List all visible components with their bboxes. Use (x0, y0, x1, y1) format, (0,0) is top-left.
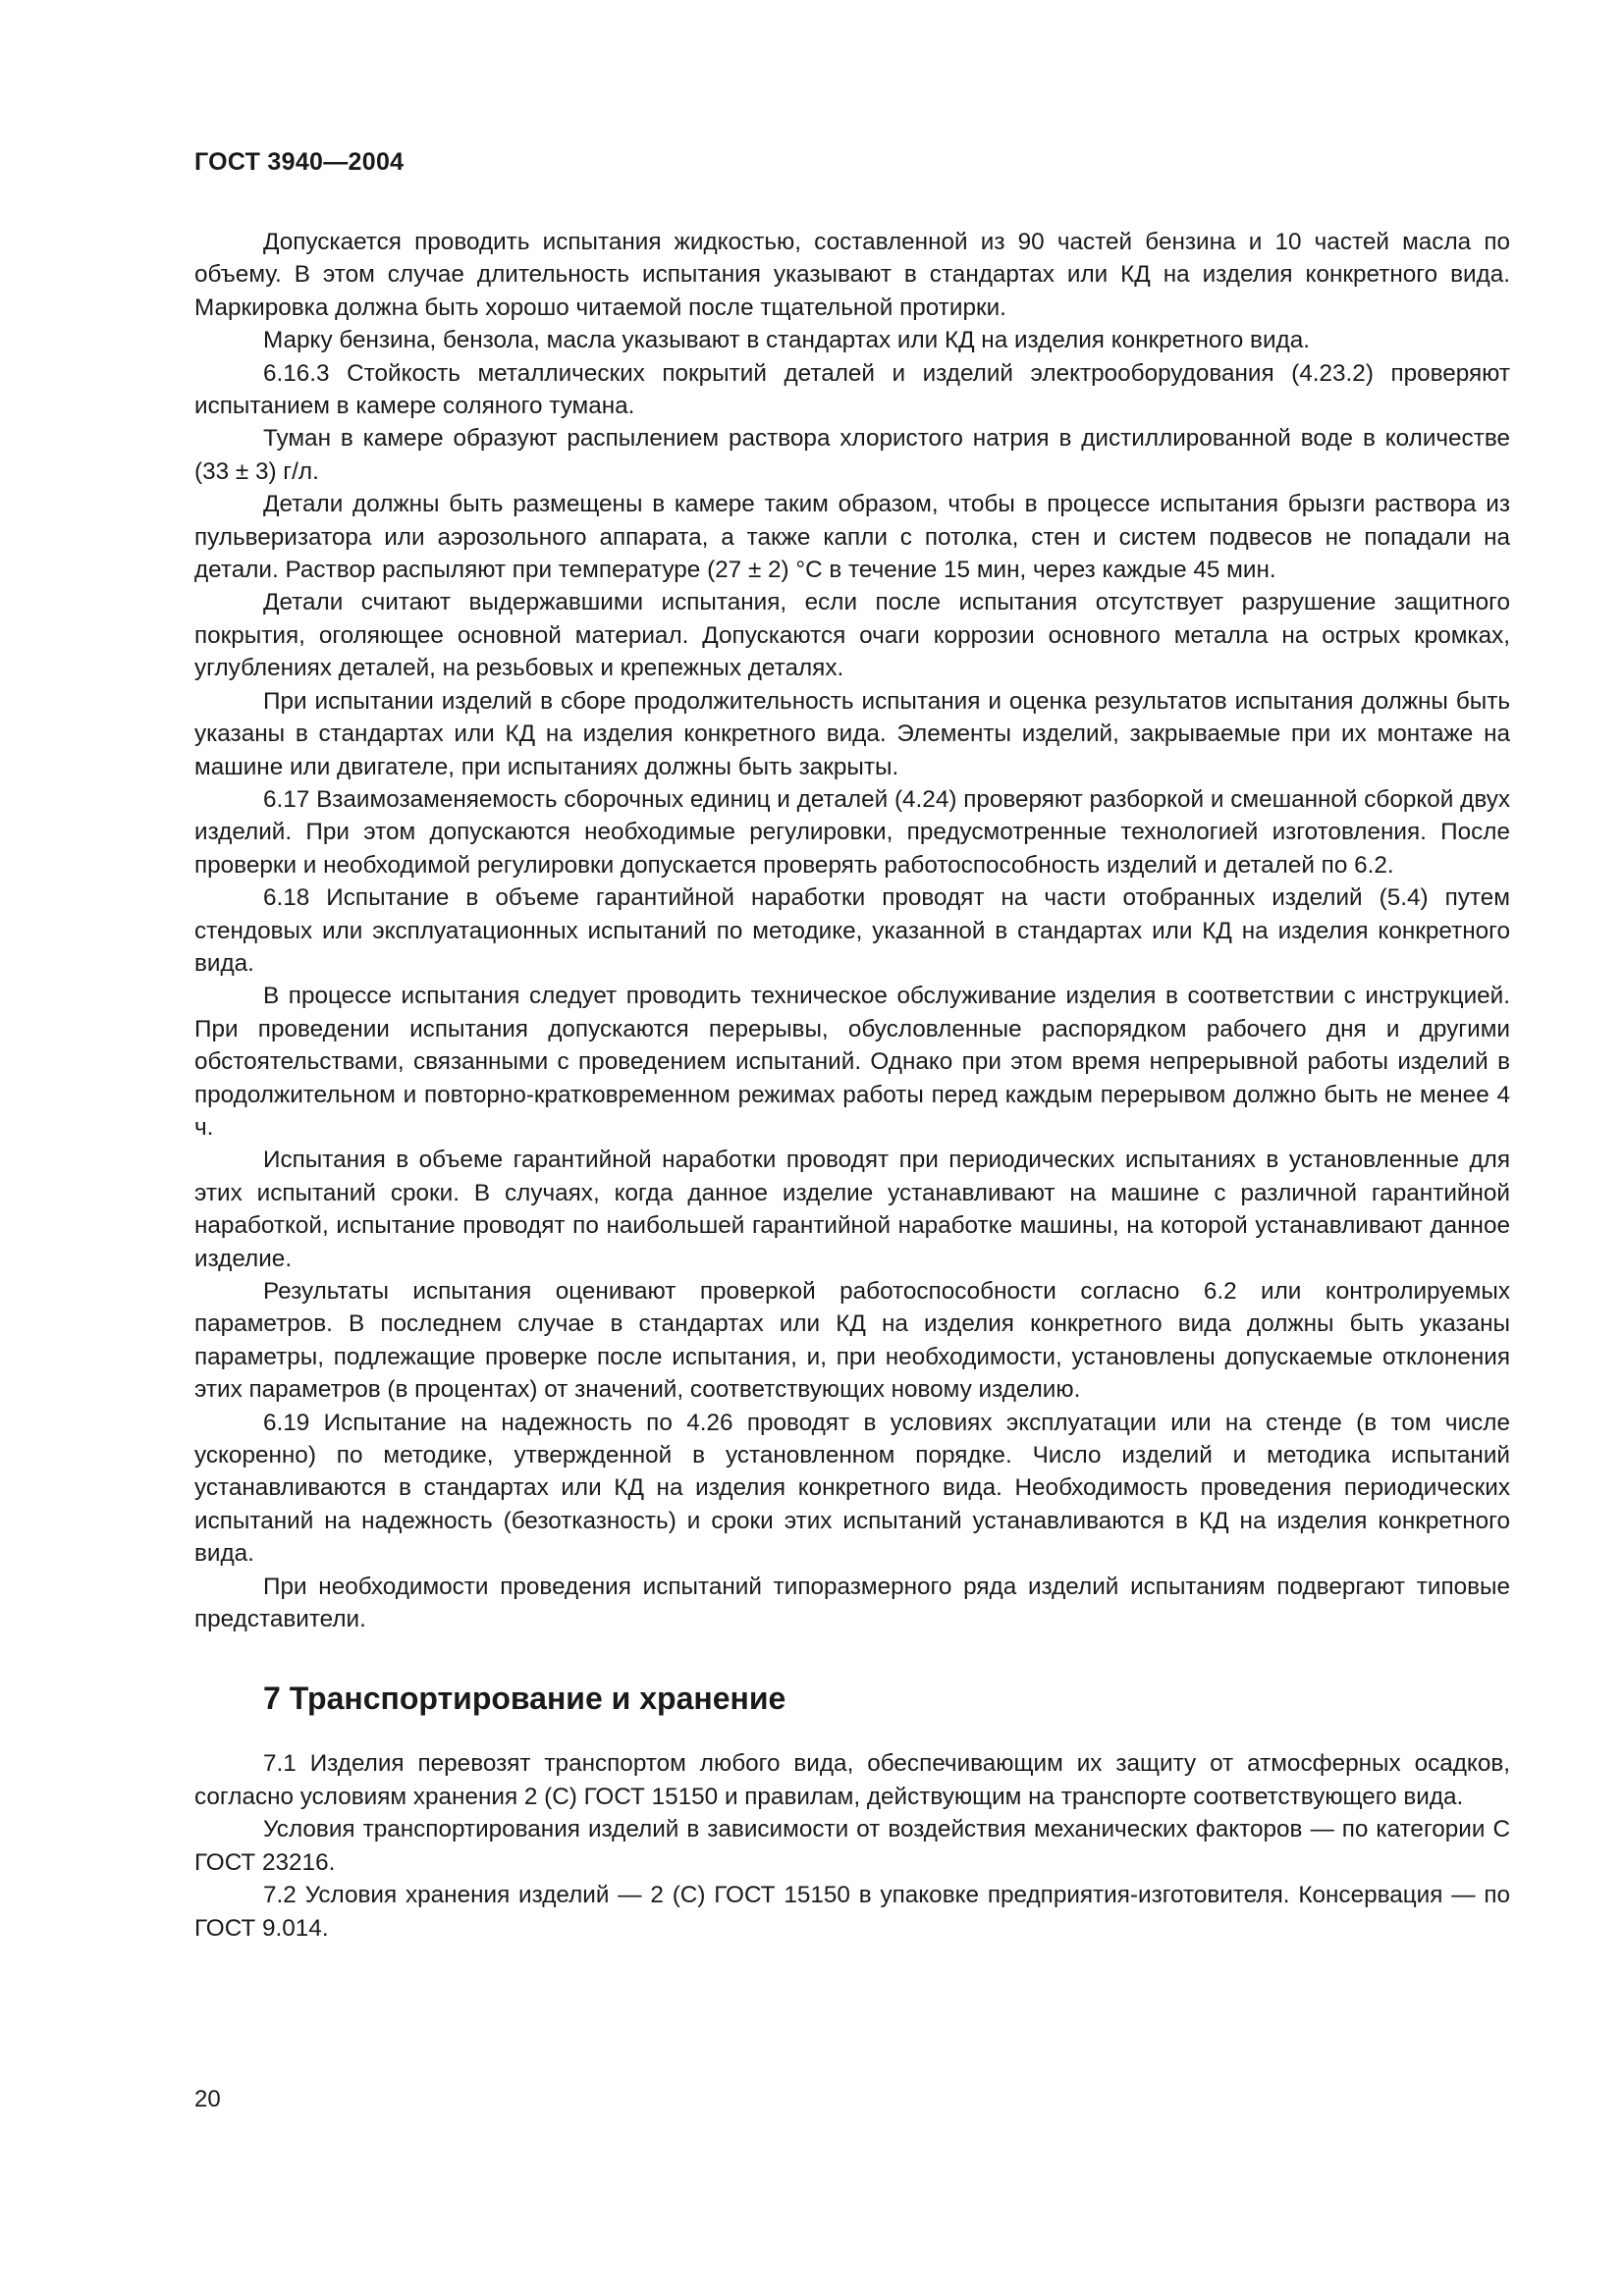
paragraph: В процессе испытания следует проводить техническое обслуживание изделия в соответствии с инструкцией. При проведении испытания допускаются перерывы, обусловленные распорядком рабочего дня и другими обстоятельствами, связанными с проведением испытаний. Однако при этом время непрерывной работы изделий в продолжительном и повторно-кратковременном режимах работы перед каждым перерывом должно быть не менее 4 ч. (194, 983, 1510, 1141)
section-title: 7 Транспортирование и хранение (263, 1681, 786, 1717)
paragraph: При испытании изделий в сборе продолжительность испытания и оценка результатов испытания должны быть указаны в стандартах или КД на изделия конкретного вида. Элементы изделий, закрываемые при их монтаже на машине или двигателе, при испытаниях должны быть закрыты. (194, 687, 1510, 780)
paragraph: 7.2 Условия хранения изделий — 2 (С) ГОСТ 15150 в упаковке предприятия-изготовителя. Консервация — по ГОСТ 9.014. (194, 1882, 1510, 1942)
paragraph: 6.16.3 Стойкость металлических покрытий деталей и изделий электрооборудования (4.23.2) проверяют испытанием в камере соляного тумана. (194, 359, 1510, 420)
paragraph: Туман в камере образуют распылением раствора хлористого натрия в дистиллированной воде в количестве (33 ± 3) г/л. (194, 425, 1510, 485)
paragraph: Условия транспортирования изделий в зависимости от воздействия механических факторов — по категории С ГОСТ 23216. (194, 1816, 1510, 1876)
paragraph: При необходимости проведения испытаний типоразмерного ряда изделий испытаниям подвергают типовые представители. (194, 1573, 1510, 1633)
paragraph: Детали считают выдержавшими испытания, если после испытания отсутствует разрушение защитного покрытия, оголяющее основной материал. Допускаются очаги коррозии основного металла на острых кромках, углублениях деталей, на резьбовых и крепежных деталях. (194, 589, 1510, 682)
section-7-body (194, 1747, 1510, 1944)
document-header: ГОСТ 3940—2004 (194, 148, 405, 176)
paragraph: Детали должны быть размещены в камере таким образом, чтобы в процессе испытания брызги раствора из пульверизатора или аэрозольного аппарата, а также капли с потолка, стен и систем подвесов не попадали на детали. Раствор распыляют при температуре (27 ± 2) °С в течение 15 мин, через каждые 45 мин. (194, 491, 1510, 584)
paragraph: 6.18 Испытание в объеме гарантийной наработки проводят на части отобранных изделий (5.4) путем стендовых или эксплуатационных испытаний по методике, указанной в стандартах или КД на изделия конкретного вида. (194, 884, 1510, 977)
paragraph: Результаты испытания оценивают проверкой работоспособности согласно 6.2 или контролируемых параметров. В последнем случае в стандартах или КД на изделия конкретного вида должны быть указаны параметры, подлежащие проверке после испытания, и, при необходимости, установлены допускаемые отклонения этих параметров (в процентах) от значений, соответствующих новому изделию. (194, 1278, 1510, 1404)
paragraph: Марку бензина, бензола, масла указывают в стандартах или КД на изделия конкретного вида. (263, 327, 1310, 354)
paragraph: 7.1 Изделия перевозят транспортом любого вида, обеспечивающим их защиту от атмосферных осадков, согласно условиям хранения 2 (С) ГОСТ 15150 и правилам, действующим на транспорте соответствующего вида. (194, 1750, 1510, 1810)
section-6-body (194, 226, 1510, 1635)
paragraph: 6.19 Испытание на надежность по 4.26 проводят в условиях эксплуатации или на стенде (в том числе ускоренно) по методике, утвержденной в установленном порядке. Число изделий и методика испытаний устанавливаются в стандартах или КД на изделия конкретного вида. Необходимость проведения периодических испытаний на надежность (безотказность) и сроки этих испытаний устанавливаются в КД на изделия конкретного вида. (194, 1409, 1510, 1568)
page-number: 20 (194, 2086, 221, 2112)
paragraph: 6.17 Взаимозаменяемость сборочных единиц и деталей (4.24) проверяют разборкой и смешанной сборкой двух изделий. При этом допускаются необходимые регулировки, предусмотренные технологией изготовления. После проверки и необходимой регулировки допускается проверять работоспособность изделий и деталей по 6.2. (194, 785, 1510, 879)
paragraph: Допускается проводить испытания жидкостью, составленной из 90 частей бензина и 10 частей масла по объему. В этом случае длительность испытания указывают в стандартах или КД на изделия конкретного вида. Маркировка должна быть хорошо читаемой после тщательной протирки. (194, 229, 1510, 321)
document-page (194, 147, 1510, 1945)
paragraph: Испытания в объеме гарантийной наработки проводят при периодических испытаниях в установленные для этих испытаний сроки. В случаях, когда данное изделие устанавливают на машине с различной гарантийной наработкой, испытание проводят по наибольшей гарантийной наработке машины, на которой устанавливают данное изделие. (194, 1147, 1510, 1272)
